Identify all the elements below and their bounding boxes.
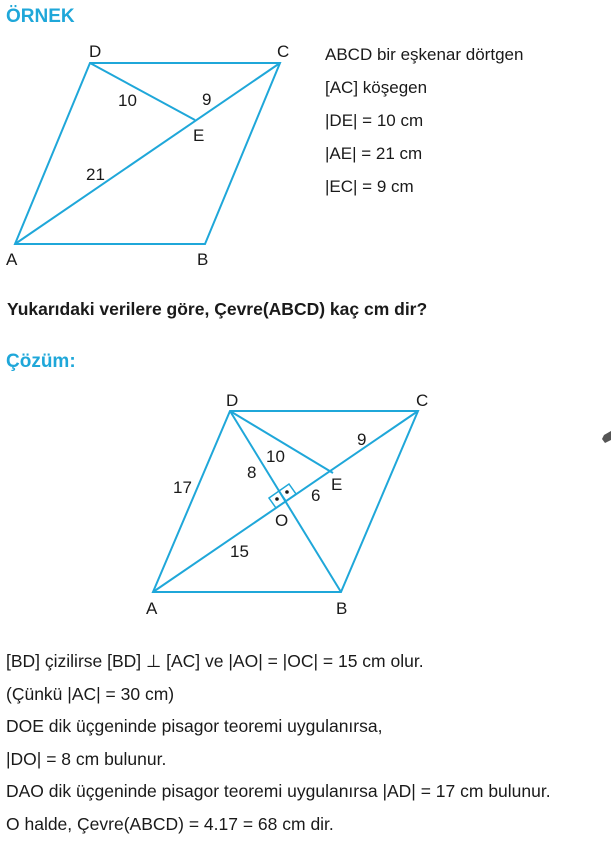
- vertex-label-e: E: [331, 475, 343, 494]
- vertex-label-o: O: [275, 511, 289, 530]
- segment-label-ad: 17: [173, 478, 192, 497]
- vertex-label-c: C: [277, 42, 290, 61]
- given-item: |AE| = 21 cm: [325, 144, 423, 163]
- segment-label-ec: 9: [357, 430, 367, 449]
- vertex-label-a: A: [146, 599, 158, 618]
- given-list: [325, 38, 523, 203]
- example-heading: ÖRNEK: [6, 6, 75, 27]
- vertex-label-e: E: [193, 126, 205, 145]
- segment-label-oe: 6: [311, 486, 321, 505]
- solution-text: [6, 645, 551, 840]
- vertex-label-c: C: [416, 391, 429, 410]
- vertex-label-d: D: [226, 391, 239, 410]
- solution-line: [BD] çizilirse [BD] ⊥ [AC] ve |AO| = |OC| = 15 cm olur.: [6, 651, 424, 671]
- vertex-label-d: D: [89, 42, 102, 61]
- solution-line: O halde, Çevre(ABCD) = 4.17 = 68 cm dir.: [6, 813, 334, 834]
- segment-de: [90, 63, 195, 120]
- question-text: Yukarıdaki verilere göre, Çevre(ABCD) kaç cm dir?: [7, 299, 428, 319]
- segment-label-ec: 9: [202, 90, 212, 109]
- segment-label-ao: 15: [230, 542, 249, 561]
- solution-line: |DO| = 8 cm bulunur.: [6, 748, 167, 769]
- solution-heading: Çözüm:: [6, 351, 76, 372]
- right-angle-dot: [275, 497, 279, 501]
- vertex-label-b: B: [336, 599, 348, 618]
- segment-label-de: 10: [118, 91, 137, 110]
- given-item: |EC| = 9 cm: [325, 177, 414, 196]
- solution-line: DAO dik üçgeninde pisagor teoremi uygulanırsa |AD| = 17 cm bulunur.: [6, 781, 551, 801]
- given-item: |DE| = 10 cm: [325, 111, 424, 130]
- segment-label-do: 8: [247, 463, 257, 482]
- right-angle-dot: [285, 490, 289, 494]
- solution-figure: [0, 380, 611, 630]
- solution-line: (Çünkü |AC| = 30 cm): [6, 683, 175, 704]
- vertex-label-a: A: [6, 250, 18, 269]
- solution-line: DOE dik üçgeninde pisagor teoremi uygulanırsa,: [6, 716, 383, 736]
- edge-mark-icon: [601, 431, 611, 443]
- segment-label-ae: 21: [86, 165, 105, 184]
- diagonal-ac: [15, 63, 280, 244]
- segment-label-de: 10: [266, 447, 285, 466]
- given-item: ABCD bir eşkenar dörtgen: [325, 45, 524, 64]
- vertex-label-b: B: [197, 250, 209, 269]
- given-item: [AC] köşegen: [325, 78, 428, 97]
